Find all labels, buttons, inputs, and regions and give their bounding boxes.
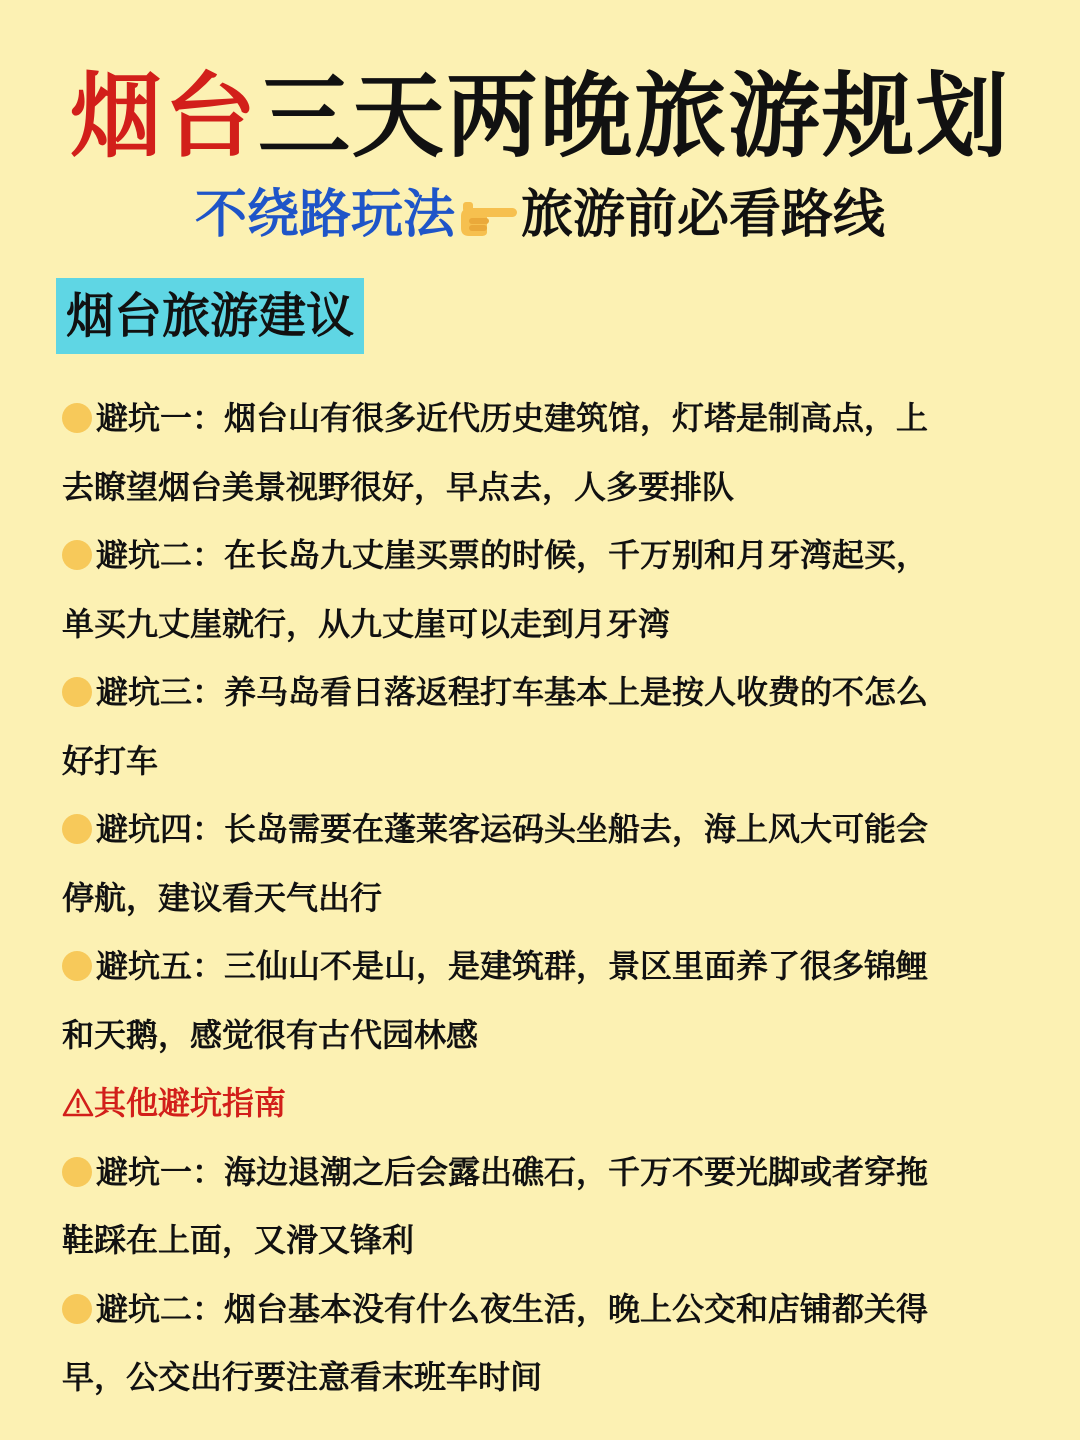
tips-list [62, 384, 1012, 1412]
tip-text: 避坑二：烟台基本没有什么夜生活，晚上公交和店铺都关得 [96, 1289, 929, 1328]
tip-text: 早，公交出行要注意看末班车时间 [62, 1358, 543, 1396]
subtitle-rest: 旅游前必看路线 [521, 185, 886, 245]
tip-text: 避坑三：养马岛看日落返程打车基本上是按人收费的不怎么 [96, 673, 929, 711]
tip-text: 好打车 [62, 741, 159, 780]
page-subtitle [0, 180, 1080, 250]
section-header: 烟台旅游建议 [56, 278, 364, 354]
other-tips-header-text: 其他避坑指南 [94, 1084, 287, 1122]
tip-text: 和天鹅，感觉很有古代园林感 [62, 1015, 479, 1054]
orange-circle-icon [62, 1294, 92, 1324]
tip-text: 避坑五：三仙山不是山，是建筑群，景区里面养了很多锦鲤 [96, 947, 929, 985]
tip-item-line [62, 932, 1012, 1001]
pointing-right-icon [457, 198, 519, 238]
tip-item-line [62, 658, 1012, 727]
orange-circle-icon [62, 677, 92, 707]
orange-circle-icon [62, 403, 92, 433]
tip-text: 停航，建议看天气出行 [62, 878, 383, 917]
tip-item-line [62, 1275, 1012, 1344]
tip-text: 去瞭望烟台美景视野很好，早点去，人多要排队 [62, 467, 735, 506]
tip-item-line [62, 384, 1012, 453]
tip-text: 避坑四：长岛需要在蓬莱客运码头坐船去，海上风大可能会 [96, 810, 929, 848]
tip-item-line [62, 521, 1012, 590]
tip-item-line [62, 795, 1012, 864]
other-tips-header [62, 1069, 1012, 1138]
tip-text: 单买九丈崖就行，从九丈崖可以走到月牙湾 [62, 604, 671, 643]
tip-item-line [62, 453, 1012, 522]
tip-item-line [62, 727, 1012, 796]
orange-circle-icon [62, 951, 92, 981]
orange-circle-icon [62, 1157, 92, 1187]
orange-circle-icon [62, 540, 92, 570]
page-title [0, 62, 1080, 172]
tip-item-line [62, 590, 1012, 659]
tip-text: 鞋踩在上面，又滑又锋利 [62, 1221, 415, 1259]
tip-text: 避坑二：在长岛九丈崖买票的时候，千万别和月牙湾起买， [96, 536, 929, 574]
warning-triangle-icon [62, 1073, 94, 1103]
orange-circle-icon [62, 814, 92, 844]
tip-text: 避坑一：烟台山有很多近代历史建筑馆，灯塔是制高点，上 [96, 399, 929, 437]
tip-text: 避坑一：海边退潮之后会露出礁石，千万不要光脚或者穿拖 [96, 1152, 929, 1191]
tip-item-line [62, 1206, 1012, 1275]
subtitle-highlight: 不绕路玩法 [194, 185, 455, 245]
title-highlight: 烟台 [69, 63, 258, 170]
tip-item-line [62, 1343, 1012, 1412]
tip-item-line [62, 1138, 1012, 1207]
title-rest: 三天两晚旅游规划 [258, 63, 1011, 170]
tip-item-line [62, 864, 1012, 933]
tip-item-line [62, 1001, 1012, 1070]
